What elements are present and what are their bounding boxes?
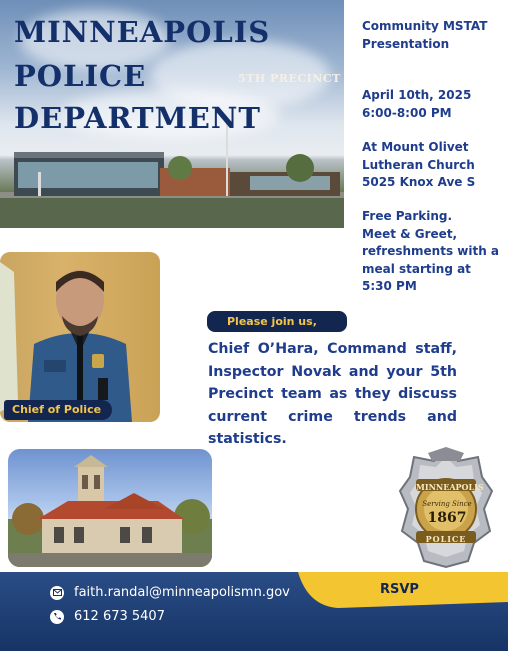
- title-line-3: DEPARTMENT: [14, 101, 261, 135]
- title-line-1: MINNEAPOLIS: [14, 15, 271, 49]
- event-name-line-2: Presentation: [362, 36, 450, 51]
- church-photo: [8, 449, 212, 567]
- invitation-text: Chief O’Hara, Command staff, Inspector Novak and your 5th Precinct team as they discuss current crime trends and statistics.: [208, 341, 457, 448]
- badge-bottom-text: POLICE: [425, 534, 467, 544]
- event-name: [362, 18, 502, 53]
- rsvp-button[interactable]: RSVP: [380, 582, 419, 597]
- details-line-1: Free Parking.: [362, 209, 453, 223]
- badge-motto: Serving Since: [422, 500, 472, 508]
- details-line-4: meal starting at: [362, 261, 471, 276]
- details-line-5: 5:30 PM: [362, 279, 417, 293]
- title-line-2: POLICE: [14, 59, 147, 93]
- event-datetime: [362, 87, 502, 122]
- email-icon: [50, 586, 64, 600]
- chief-of-police-label: Chief of Police: [4, 400, 112, 420]
- precinct-building-photo: [0, 0, 344, 228]
- phone-icon: [50, 610, 64, 624]
- event-name-line-1: Community MSTAT: [362, 19, 488, 33]
- event-time: 6:00-8:00 PM: [362, 105, 452, 120]
- email-address[interactable]: faith.randal@minneapolismn.gov: [74, 585, 290, 600]
- venue-line-1: At Mount Olivet: [362, 140, 469, 154]
- details-line-2: Meet & Greet,: [362, 226, 458, 241]
- details-line-3: refreshments with a: [362, 244, 500, 258]
- phone-contact[interactable]: [50, 609, 165, 624]
- please-join-us-label: Please join us,: [207, 311, 347, 332]
- badge-top-text: MINNEAPOLIS: [416, 482, 484, 492]
- badge-year: 1867: [427, 510, 467, 526]
- venue-line-3: 5025 Knox Ave S: [362, 175, 476, 189]
- email-contact[interactable]: [50, 585, 290, 600]
- precinct-label: 5TH PRECINCT: [238, 72, 341, 85]
- event-date: April 10th, 2025: [362, 88, 472, 102]
- event-details: [362, 208, 502, 296]
- venue-line-2: Lutheran Church: [362, 157, 475, 172]
- phone-number[interactable]: 612 673 5407: [74, 609, 165, 624]
- chief-photo: [0, 252, 160, 422]
- event-venue: [362, 139, 502, 192]
